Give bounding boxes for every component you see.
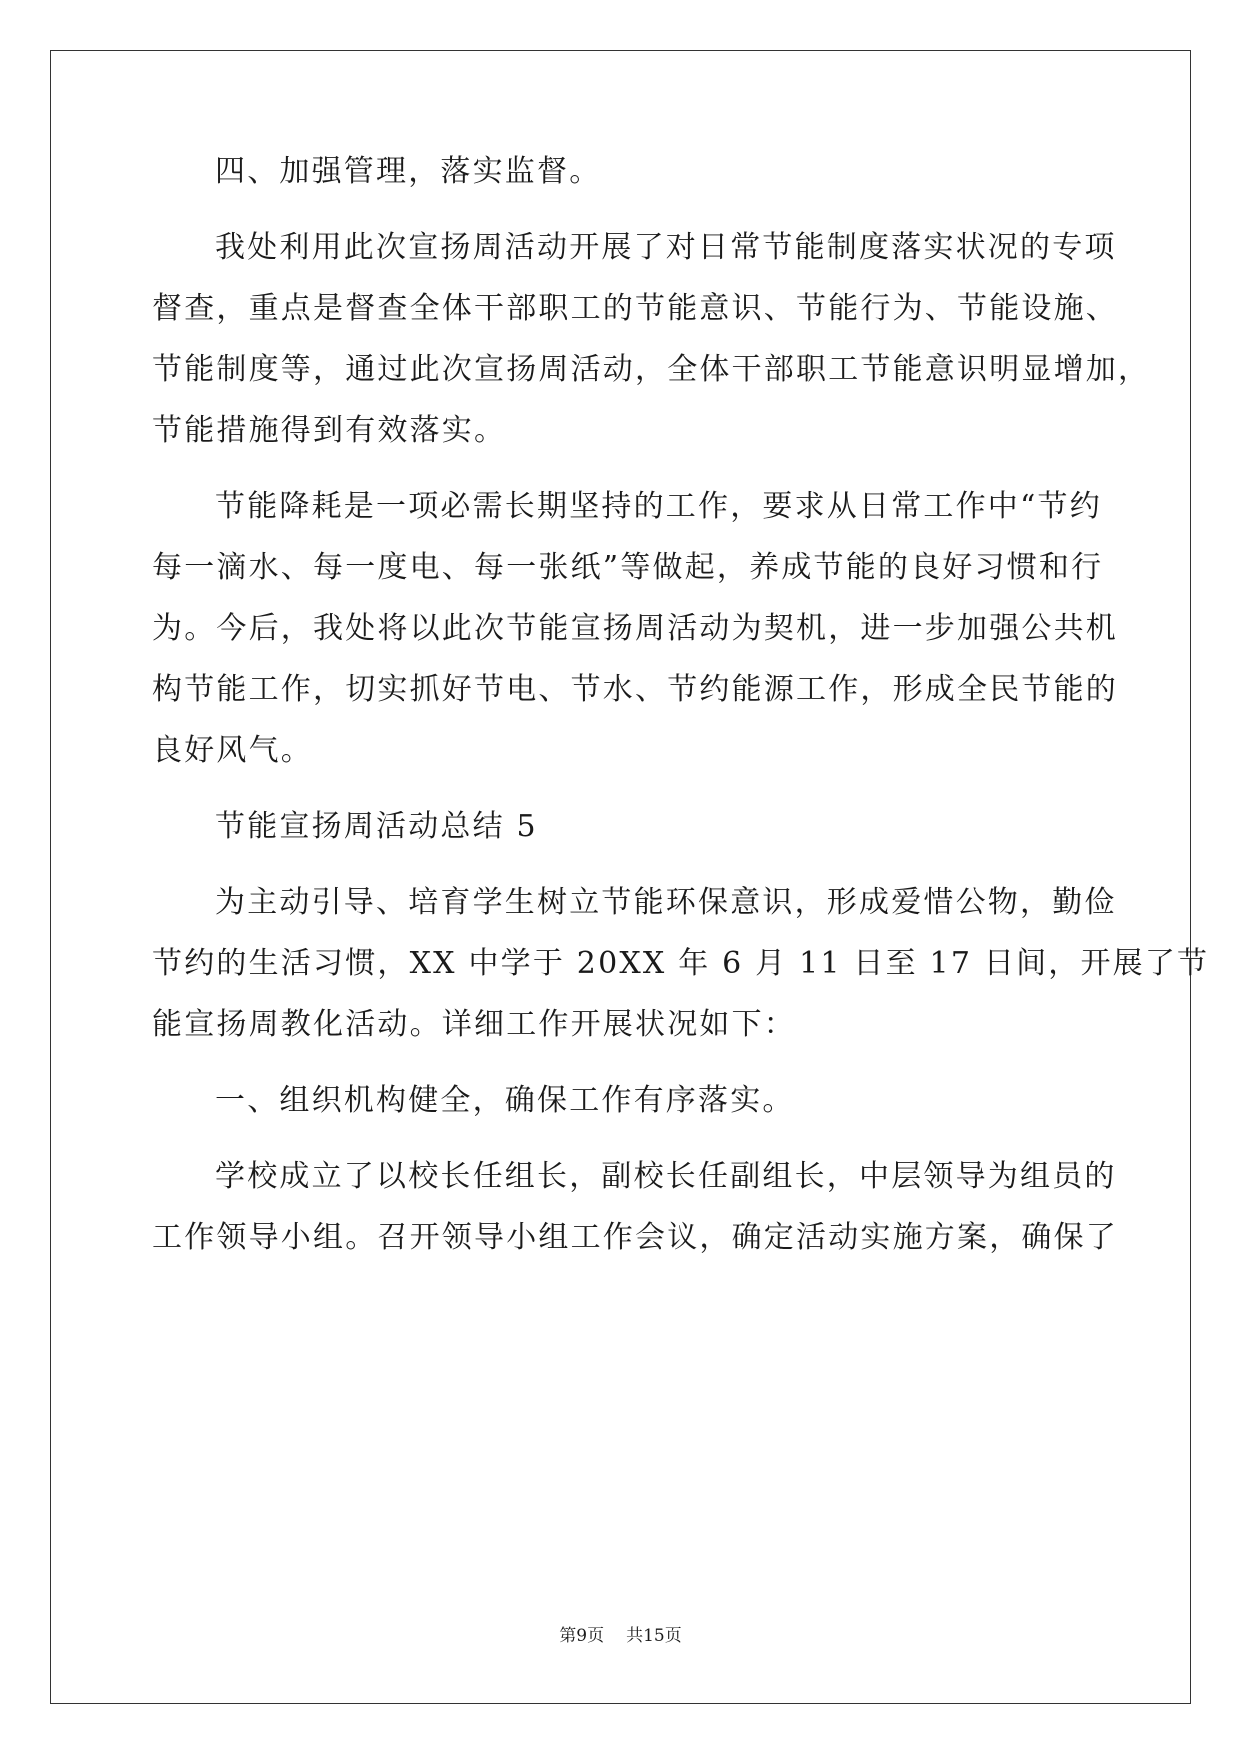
paragraph-line: 工作领导小组。召开领导小组工作会议，确定活动实施方案，确保了: [152, 1220, 1118, 1255]
paragraph-line: 为主动引导、培育学生树立节能环保意识，形成爱惜公物，勤俭: [215, 885, 1117, 920]
paragraph-line: 督查，重点是督查全体干部职工的节能意识、节能行为、节能设施、: [152, 291, 1118, 326]
page-total: 共15页: [626, 1626, 682, 1646]
paragraph-line: 节能措施得到有效落实。: [152, 413, 507, 448]
section-title: 节能宣扬周活动总结 5: [215, 809, 538, 844]
paragraph-heading: 一、组织机构健全，确保工作有序落实。: [215, 1083, 795, 1118]
paragraph-heading: 四、加强管理，落实监督。: [215, 154, 602, 189]
page-number: 第9页: [559, 1626, 605, 1646]
page-footer: [0, 1624, 1241, 1648]
paragraph-line: 节能制度等，通过此次宣扬周活动，全体干部职工节能意识明显增加，: [152, 352, 1151, 387]
paragraph-line: 能宣扬周教化活动。详细工作开展状况如下：: [152, 1007, 796, 1042]
paragraph-line: 良好风气。: [152, 733, 313, 768]
paragraph-line: 我处利用此次宣扬周活动开展了对日常节能制度落实状况的专项: [215, 230, 1117, 265]
paragraph-line: 学校成立了以校长任组长，副校长任副组长，中层领导为组员的: [215, 1159, 1117, 1194]
paragraph-line: 为。今后，我处将以此次节能宣扬周活动为契机，进一步加强公共机: [152, 611, 1118, 646]
paragraph-line: 每一滴水、每一度电、每一张纸”等做起，养成节能的良好习惯和行: [152, 550, 1104, 585]
paragraph-line: 节约的生活习惯，XX 中学于 20XX 年 6 月 11 日至 17 日间，开展了节: [152, 946, 1210, 981]
paragraph-line: 节能降耗是一项必需长期坚持的工作，要求从日常工作中“节约: [215, 489, 1102, 524]
paragraph-line: 构节能工作，切实抓好节电、节水、节约能源工作，形成全民节能的: [152, 672, 1118, 707]
